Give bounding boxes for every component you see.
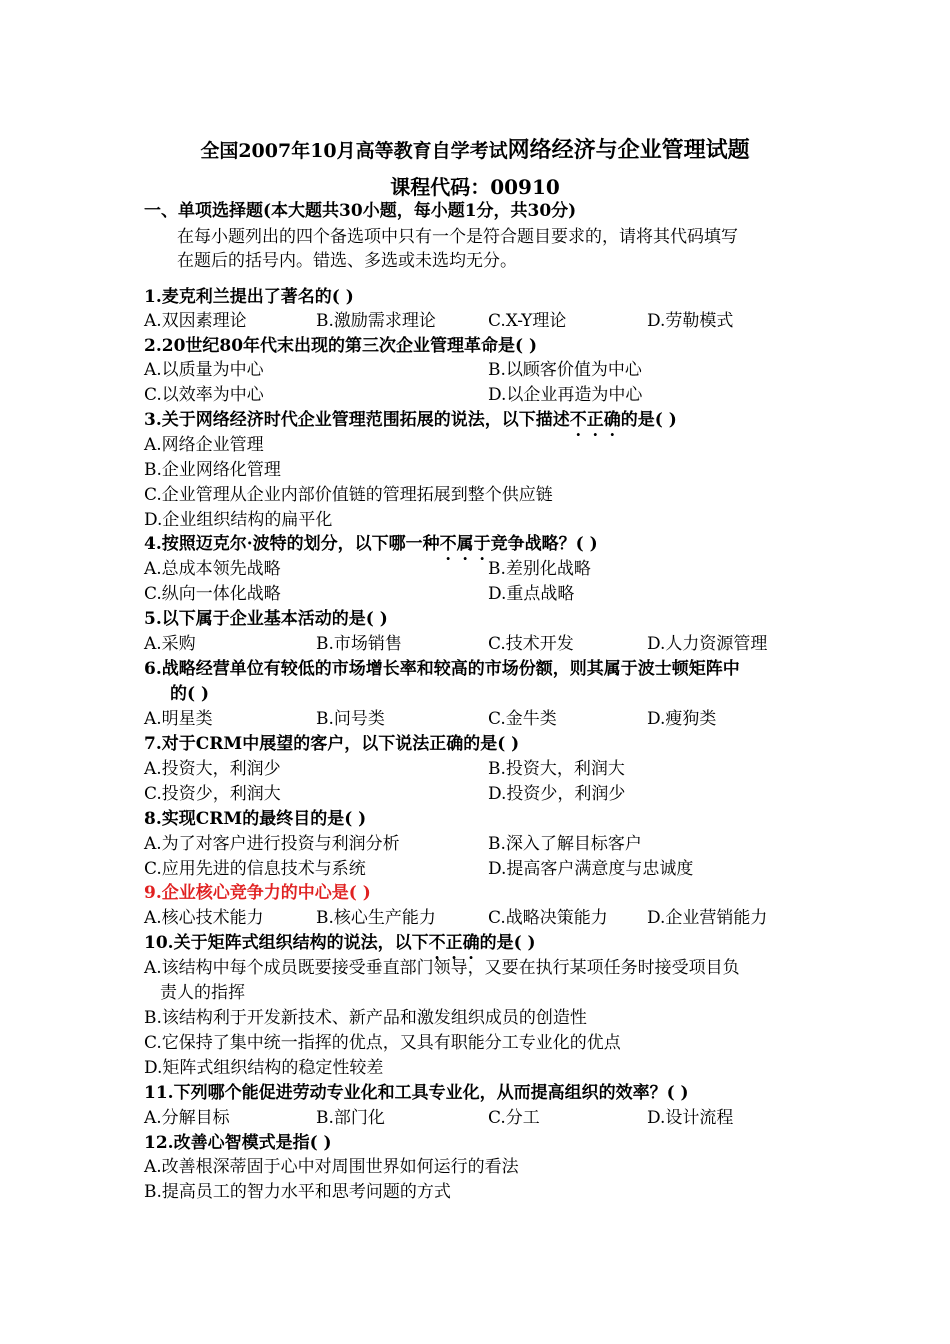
option-a: A.投资大，利润少 xyxy=(144,759,281,779)
option-c: C.投资少，利润大 xyxy=(144,784,281,804)
option-a: A.明星类 xyxy=(144,709,213,729)
emphasis-char: 不 xyxy=(439,534,457,554)
option-a: A.以质量为中心 xyxy=(144,360,264,380)
option-a: A.核心技术能力 xyxy=(144,908,264,928)
option-a: A.总成本领先战略 xyxy=(144,559,281,579)
option-c: C.企业管理从企业内部价值链的管理拓展到整个供应链 xyxy=(144,485,553,505)
option-d: D.人力资源管理 xyxy=(647,634,768,654)
option-a: A.网络企业管理 xyxy=(144,435,264,455)
section-instruction: 在题后的括号内。错选、多选或未选均无分。 xyxy=(177,251,517,271)
option-a: A.该结构中每个成员既要接受垂直部门领导，又要在执行某项任务时接受项目负 xyxy=(144,958,740,978)
option-b: B.企业网络化管理 xyxy=(144,460,281,480)
emphasis-char: 确 xyxy=(603,410,621,430)
option-a: A.改善根深蒂固于心中对周围世界如何运行的看法 xyxy=(144,1157,519,1177)
question-stem: 5.以下属于企业基本活动的是( ) xyxy=(144,609,388,629)
stem-text: 竞争战略？( ) xyxy=(490,534,598,554)
option-b: B.投资大，利润大 xyxy=(488,759,625,779)
stem-text: 10.关于矩阵式组织结构的说法，以下 xyxy=(144,933,429,953)
option-a: A.分解目标 xyxy=(144,1108,230,1128)
option-a: A.采购 xyxy=(144,634,196,654)
option-b: B.提高员工的智力水平和思考问题的方式 xyxy=(144,1182,451,1202)
option-c: C.分工 xyxy=(488,1108,540,1128)
question-stem-continuation: 的( ) xyxy=(170,684,210,704)
stem-text: 3.关于网络经济时代企业管理范围拓展的说法，以下描述 xyxy=(144,410,570,430)
option-c: C.应用先进的信息技术与系统 xyxy=(144,859,366,879)
option-d: D.投资少，利润少 xyxy=(488,784,626,804)
course-code: 课程代码：00910 xyxy=(390,175,560,199)
exam-title-main: 网络经济与企业管理试题 xyxy=(507,137,750,163)
option-c: C.X-Y理论 xyxy=(488,311,567,331)
option-b: B.市场销售 xyxy=(316,634,402,654)
option-b: B.以顾客价值为中心 xyxy=(488,360,642,380)
emphasis-char: 属 xyxy=(456,534,474,554)
option-d: D.劳勒模式 xyxy=(647,311,734,331)
option-b: B.核心生产能力 xyxy=(316,908,436,928)
emphasis-char: 确 xyxy=(462,933,480,953)
question-stem: 7.对于CRM中展望的客户，以下说法正确的是( ) xyxy=(144,734,520,754)
option-d: D.设计流程 xyxy=(647,1108,734,1128)
option-b: B.激励需求理论 xyxy=(316,311,436,331)
emphasis-char: 不 xyxy=(428,933,446,953)
question-stem: 1.麦克利兰提出了著名的( ) xyxy=(144,287,354,307)
option-d: D.瘦狗类 xyxy=(647,709,717,729)
option-b: B.差别化战略 xyxy=(488,559,591,579)
option-a: A.双因素理论 xyxy=(144,311,247,331)
option-d: D.提高客户满意度与忠诚度 xyxy=(488,859,694,879)
exam-title-lead: 全国2007年10月高等教育自学考试 xyxy=(200,140,508,162)
emphasis-char: 正 xyxy=(586,410,604,430)
stem-text: 的是( ) xyxy=(479,933,536,953)
emphasis-char: 不 xyxy=(569,410,587,430)
option-b: B.该结构利于开发新技术、新产品和激发组织成员的创造性 xyxy=(144,1008,587,1028)
option-c: C.纵向一体化战略 xyxy=(144,584,281,604)
option-a-continuation: 责人的指挥 xyxy=(160,983,245,1003)
option-d: D.重点战略 xyxy=(488,584,575,604)
option-c: C.战略决策能力 xyxy=(488,908,608,928)
section-heading: 一、单项选择题(本大题共30小题，每小题1分，共30分) xyxy=(144,201,577,221)
question-stem-highlighted: 9.企业核心竞争力的中心是( ) xyxy=(144,883,371,903)
option-d: D.企业营销能力 xyxy=(647,908,768,928)
question-stem: 11.下列哪个能促进劳动专业化和工具专业化，从而提高组织的效率？( ) xyxy=(144,1083,689,1103)
question-stem: 8.实现CRM的最终目的是( ) xyxy=(144,809,367,829)
emphasis-char: 于 xyxy=(473,534,491,554)
question-stem: 12.改善心智模式是指( ) xyxy=(144,1133,332,1153)
question-stem xyxy=(144,408,677,432)
option-a: A.为了对客户进行投资与利润分析 xyxy=(144,834,400,854)
option-d: D.企业组织结构的扁平化 xyxy=(144,510,333,530)
section-instruction: 在每小题列出的四个备选项中只有一个是符合题目要求的，请将其代码填写 xyxy=(177,227,738,247)
option-c: C.技术开发 xyxy=(488,634,574,654)
exam-title xyxy=(0,134,950,167)
question-stem xyxy=(144,931,536,955)
option-c: C.金牛类 xyxy=(488,709,557,729)
option-b: B.问号类 xyxy=(316,709,385,729)
question-stem: 2.20世纪80年代末出现的第三次企业管理革命是( ) xyxy=(144,336,538,356)
option-b: B.深入了解目标客户 xyxy=(488,834,642,854)
question-stem: 6.战略经营单位有较低的市场增长率和较高的市场份额，则其属于波士顿矩阵中 xyxy=(144,659,740,679)
option-d: D.以企业再造为中心 xyxy=(488,385,643,405)
stem-text: 的是( ) xyxy=(620,410,677,430)
option-c: C.它保持了集中统一指挥的优点，又具有职能分工专业化的优点 xyxy=(144,1033,621,1053)
option-b: B.部门化 xyxy=(316,1108,385,1128)
option-c: C.以效率为中心 xyxy=(144,385,264,405)
stem-text: 4.按照迈克尔·波特的划分，以下哪一种 xyxy=(144,534,440,554)
emphasis-char: 正 xyxy=(445,933,463,953)
option-d: D.矩阵式组织结构的稳定性较差 xyxy=(144,1058,384,1078)
question-stem xyxy=(144,532,598,556)
